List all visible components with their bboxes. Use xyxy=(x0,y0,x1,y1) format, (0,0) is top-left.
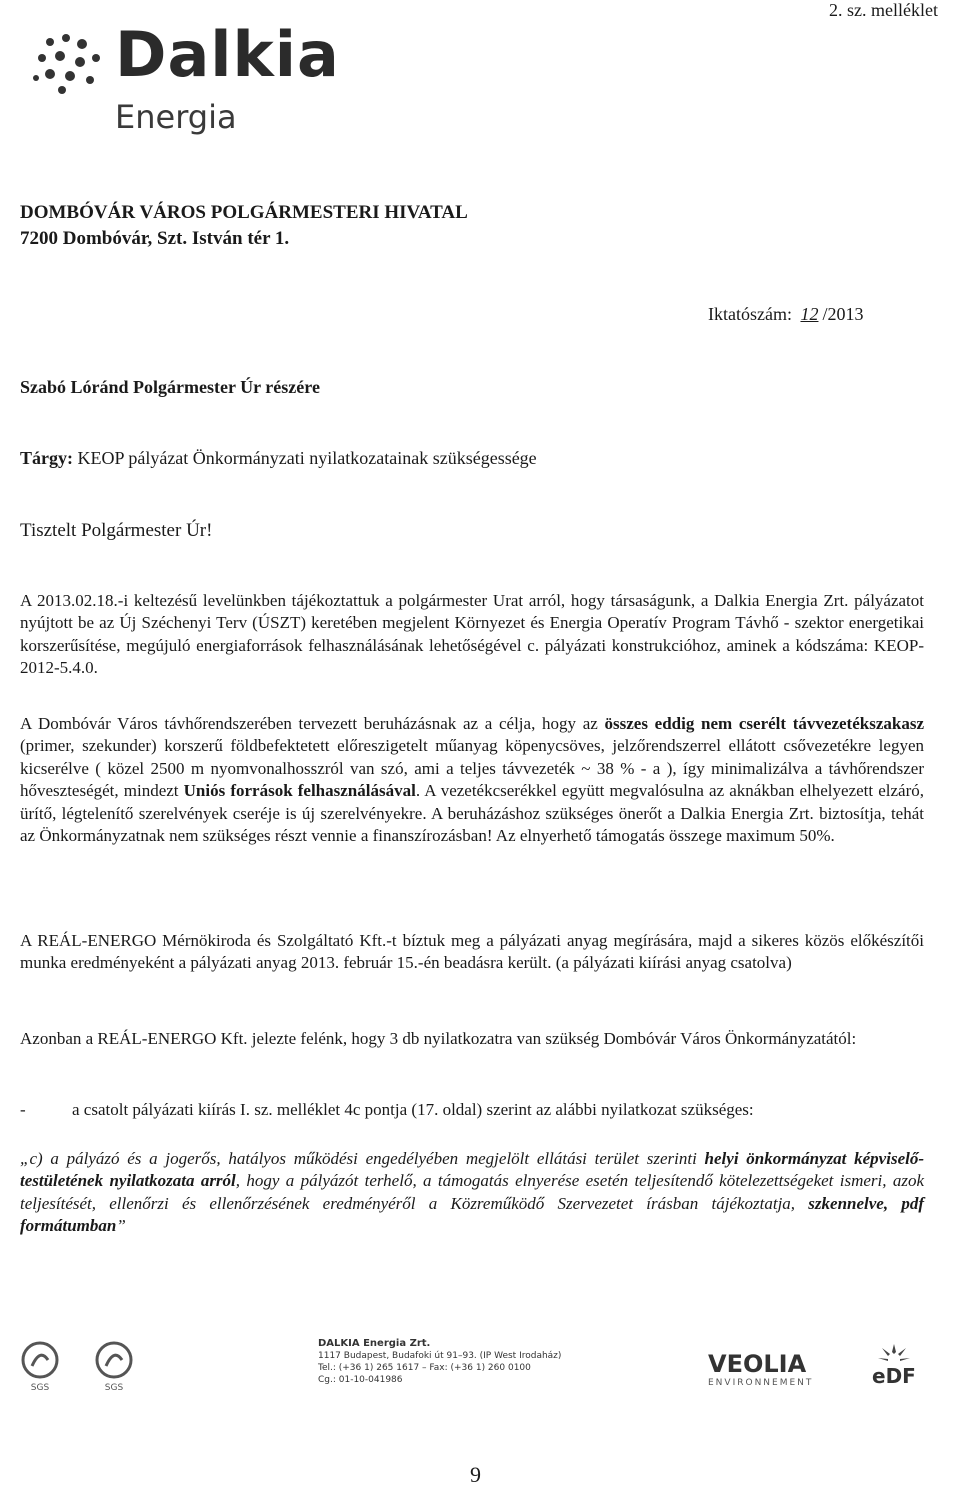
reference-suffix: /2013 xyxy=(822,304,864,324)
sgs-certification-icon-2 xyxy=(92,1340,136,1392)
edf-logo xyxy=(872,1342,916,1388)
company-phone: Tel.: (+36 1) 265 1617 – Fax: (+36 1) 260 0100 xyxy=(318,1363,531,1373)
logo-brand: Dalkia xyxy=(115,18,340,91)
annex-note: 2. sz. melléklet xyxy=(829,0,938,20)
paragraph-4: Azonban a REÁL-ENERGO Kft. jelezte felénk, hogy 3 db nyilatkozatra van szükség Dombóvár Város Önkormányzatától: xyxy=(20,1029,857,1048)
subject-line xyxy=(20,448,537,469)
dalkia-logo xyxy=(20,18,350,148)
veolia-logo xyxy=(708,1350,813,1388)
addressee xyxy=(20,200,468,252)
page-number: 9 xyxy=(470,1462,481,1487)
bullet-item xyxy=(20,1100,924,1120)
sgs-label-2: SGS xyxy=(104,1383,124,1392)
dalkia-dots-icon xyxy=(20,28,110,98)
p2-bold-b: összes eddig nem cserélt távvezetékszakasz xyxy=(604,714,924,733)
recipient: Szabó Lóránd Polgármester Úr részére xyxy=(20,377,320,397)
greeting: Tisztelt Polgármester Úr! xyxy=(20,520,213,541)
quote-a: „c) a pályázó és a jogerős, hatályos működési engedélyében megjelölt ellátási terület szerinti xyxy=(20,1149,705,1168)
quote-b: helyi önkormányzat képviselő-testületének nyilatkozata arról xyxy=(20,1149,924,1191)
bullet-text: a csatolt pályázati kiírás I. sz. melléklet 4c pontja (17. oldal) szerint az alábbi nyilatkozat szükséges: xyxy=(72,1100,754,1119)
p2-bold-d: Uniós források felhasználásával xyxy=(183,781,416,801)
sgs-certification-icon xyxy=(18,1340,62,1392)
subject-text: KEOP pályázat Önkormányzati nyilatkozatainak szükségessége xyxy=(73,448,537,468)
reference-label: Iktatószám: xyxy=(708,304,792,324)
company-details xyxy=(318,1338,561,1386)
logo-subtitle: Energia xyxy=(115,98,237,136)
p2-text-c: (primer, szekunder) korszerű földbefektetett előreszigetelt műanyag köpenycsöves, jelzőrendszerrel ellátott csővezetékre legyen kicserélve ( közel 2500 m nyomvonalhosszról van szó, ami a teljes távvezeték ~ 38 % - a ), így minimalizálva a távhőrendszer hőveszteségét, mindezt xyxy=(20,736,924,801)
quoted-requirement xyxy=(20,1148,924,1238)
p2-text-a: A Dombóvár Város távhőrendszerében tervezett beruházásnak az a célja, hogy az xyxy=(20,714,605,733)
addressee-line1: DOMBÓVÁR VÁROS POLGÁRMESTERI HIVATAL xyxy=(20,202,468,223)
paragraph-2 xyxy=(20,713,924,847)
paragraph-3: A REÁL-ENERGO Mérnökiroda és Szolgáltató Kft.-t bíztuk meg a pályázati anyag megírására, majd a sikeres közös előkészítői munka eredményeként a pályázati anyag 2013. február 15.-én beadásra került. (a pályázati kiírási anyag csatolva) xyxy=(20,931,924,973)
footer xyxy=(0,1330,960,1410)
paragraph-1: A 2013.02.18.-i keltezésű levelünkben tájékoztattuk a polgármester Urat arról, hogy társaságunk, a Dalkia Energia Zrt. pályázatot nyújtott be az Új Széchenyi Terv (ÚSZT) keretében megjelent Környezet és Energia Operatív Program Távhő - szektor energetikai korszerűsítése, megújuló energiaforrások felhasználásának lehetőségével c. pályázati konstrukcióhoz, aminek a kódszáma: KEOP-2012-5.4.0. xyxy=(20,591,924,678)
quote-d: szkennelve, pdf formátumban xyxy=(20,1193,924,1236)
quote-c: , hogy a pályázót terhelő, a támogatás elnyerése esetén teljesítendő kötelezettségeket ismeri, azok teljesítését, ellenőrzi és ellenőrzésének eredményéről a Közreműködő Szervezetet írásban tájékoztatja, xyxy=(20,1171,925,1213)
reference-number xyxy=(708,304,864,325)
addressee-line2: 7200 Dombóvár, Szt. István tér 1. xyxy=(20,228,290,249)
edf-name: eDF xyxy=(872,1364,916,1388)
company-address: 1117 Budapest, Budafoki út 91–93. (IP West Irodaház) xyxy=(318,1351,562,1361)
veolia-subtitle: ENVIRONNEMENT xyxy=(708,1378,814,1388)
p2-text-e: . A vezetékcserékkel együtt megvalósulna az aknákban elhelyezett elzáró, ürítő, légtelenítő szerelvények cseréje is új szerelvényekre. A beruházáshoz szükséges önerőt a Dalkia Energia Zrt. biztosítja, tehát az Önkormányzatnak nem szükséges részt vennie a finanszírozásban! Az elnyerhető támogatás összege maximum 50%. xyxy=(20,781,924,846)
bullet-dash: - xyxy=(20,1100,26,1119)
subject-label: Tárgy: xyxy=(20,448,73,468)
edf-sun-icon xyxy=(874,1342,914,1364)
company-registration: Cg.: 01-10-041986 xyxy=(318,1375,403,1385)
company-name: DALKIA Energia Zrt. xyxy=(318,1338,431,1349)
veolia-name: VEOLIA xyxy=(708,1350,807,1378)
reference-handwritten-number: 12 xyxy=(800,304,819,324)
sgs-label-1: SGS xyxy=(30,1383,50,1392)
quote-e: ” xyxy=(116,1216,126,1236)
